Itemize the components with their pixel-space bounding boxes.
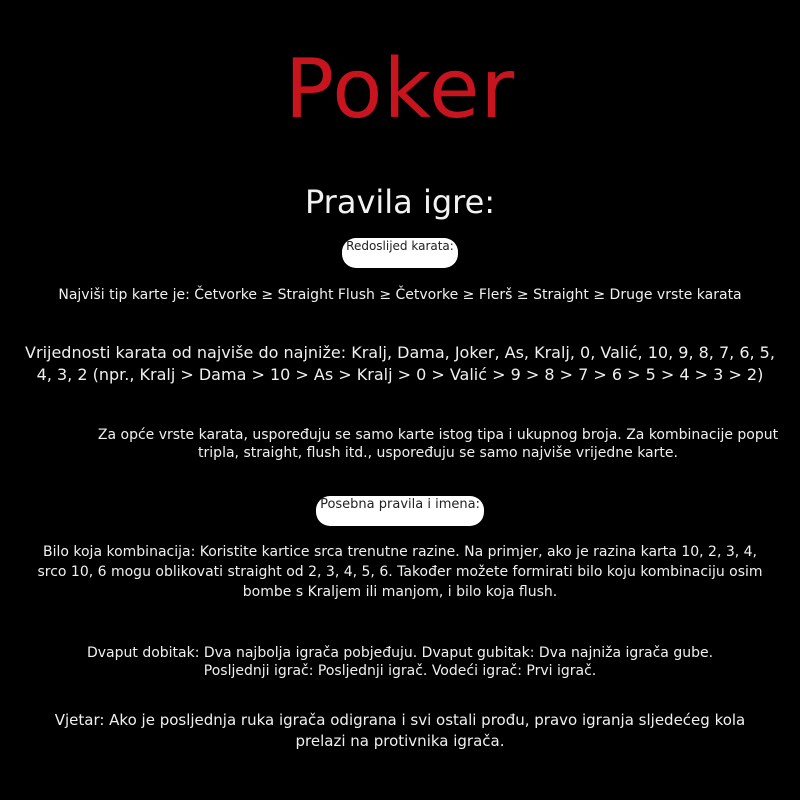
special-rules-button[interactable]: Posebna pravila i imena: — [316, 496, 484, 526]
card-rank-text: Najviši tip karte je: Četvorke ≥ Straight Flush ≥ Četvorke ≥ Flerš ≥ Straight ≥ Druge vrste karata — [58, 287, 742, 303]
card-values-text: Vrijednosti karata od najviše do najniže: Kralj, Dama, Joker, As, Kralj, 0, Valić, 10, 9, 8, 7, 6, 5, 4, 3, 2 (npr., Kralj > Dama > 10 > As > Kralj > 0 > Valić > 9 > 8 > 7 > 6 > 5 > 4 > 3 > 2) — [25, 343, 775, 384]
game-title: Poker — [284, 42, 516, 137]
last-leading-player-line: Posljednji igrač: Posljednji igrač. Vodeći igrač: Prvi igrač. — [203, 663, 597, 679]
card-order-button[interactable]: Redoslijed karata: — [342, 238, 458, 268]
double-win-loss-text — [40, 644, 760, 680]
any-combination-text: Bilo koja kombinacija: Koristite kartice srca trenutne razine. Na primjer, ako je razina karta 10, 2, 3, 4, srco 10, 6 mogu oblikovati straight od 2, 3, 4, 5, 6. Također možete formirati bilo koju kombinaciju osim bombe s Kraljem ili manjom, i bilo koja flush. — [37, 544, 763, 600]
general-comparison-text: Za opće vrste karata, uspoređuju se samo karte istog tipa i ukupnog broja. Za kombinacije poput tripla, straight, flush itd., uspoređuju se samo najviše vrijedne karte. — [97, 427, 779, 461]
double-win-loss-line: Dvaput dobitak: Dva najbolja igrača pobjeđuju. Dvaput gubitak: Dva najniža igrača gube. — [86, 645, 714, 661]
wind-rule-text: Vjetar: Ako je posljednja ruka igrača odigrana i svi ostali prođu, pravo igranja sljedećeg kola prelazi na protivnika igrača. — [54, 711, 746, 750]
rules-heading: Pravila igre: — [304, 183, 496, 221]
